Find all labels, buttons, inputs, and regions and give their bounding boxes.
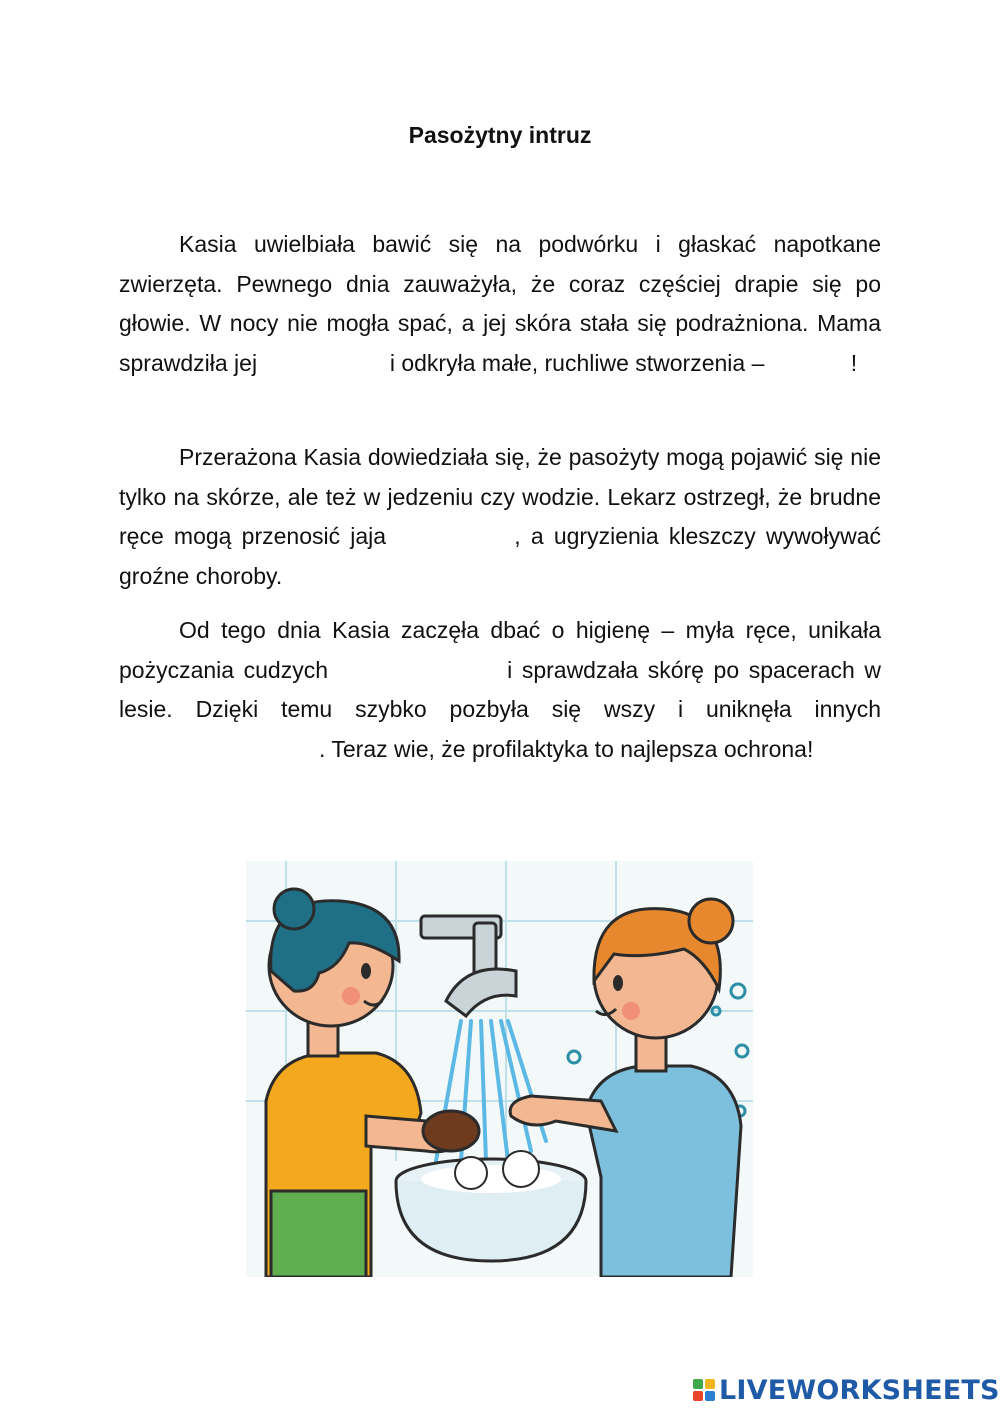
liveworksheets-logo — [693, 1372, 1000, 1408]
paragraph-2-text-2: , a ugryzienia kleszczy wywoływać groźne choroby. — [119, 523, 881, 589]
document-title: Pasożytny intruz — [408, 122, 592, 148]
blank-input-1[interactable] — [263, 352, 383, 376]
paragraph-1-text-3: ! — [850, 349, 858, 376]
paragraph-3-text-3: . Teraz wie, że profilaktyka to najlepsza ochrona! — [319, 735, 814, 762]
logo-text: LIVEWORKSHEETS — [719, 1374, 1000, 1406]
paragraph-2-text-1: Przerażona Kasia dowiedziała się, że pasożyty mogą pojawić się nie tylko na skórze, ale też w jedzeniu czy wodzie. Lekarz ostrzegł, że brudne ręce mogą przenosić jaja — [119, 444, 881, 549]
paragraph-1 — [119, 225, 881, 383]
paragraph-3-text-2: i sprawdzała skórę po spacerach w lesie. Dzięki temu szybko pozbyła się wszy i uniknęła innych — [119, 656, 881, 722]
paragraph-2 — [119, 438, 881, 596]
handwashing-illustration — [246, 861, 753, 1277]
blank-input-4[interactable] — [338, 659, 498, 683]
wash-basin — [396, 1151, 586, 1261]
paragraph-3-text-1: Od tego dnia Kasia zaczęła dbać o higienę – myła ręce, unikała pożyczania cudzych — [119, 617, 881, 683]
paragraph-3 — [119, 611, 881, 769]
blank-input-3[interactable] — [396, 526, 514, 550]
paragraph-1-text-1: Kasia uwielbiała bawić się na podwórku i głaskać napotkane zwierzęta. Pewnego dnia zauważyła, że coraz częściej drapie się po głowie. W nocy nie mogła spać, a jej skóra stała się podrażniona. Mama sprawdziła jej — [119, 231, 881, 376]
paragraph-1-text-2: i odkryła małe, ruchliwe stworzenia – — [383, 349, 771, 376]
blank-input-2[interactable] — [771, 352, 851, 376]
blank-input-5[interactable] — [119, 738, 319, 762]
logo-mark-icon — [693, 1379, 715, 1401]
